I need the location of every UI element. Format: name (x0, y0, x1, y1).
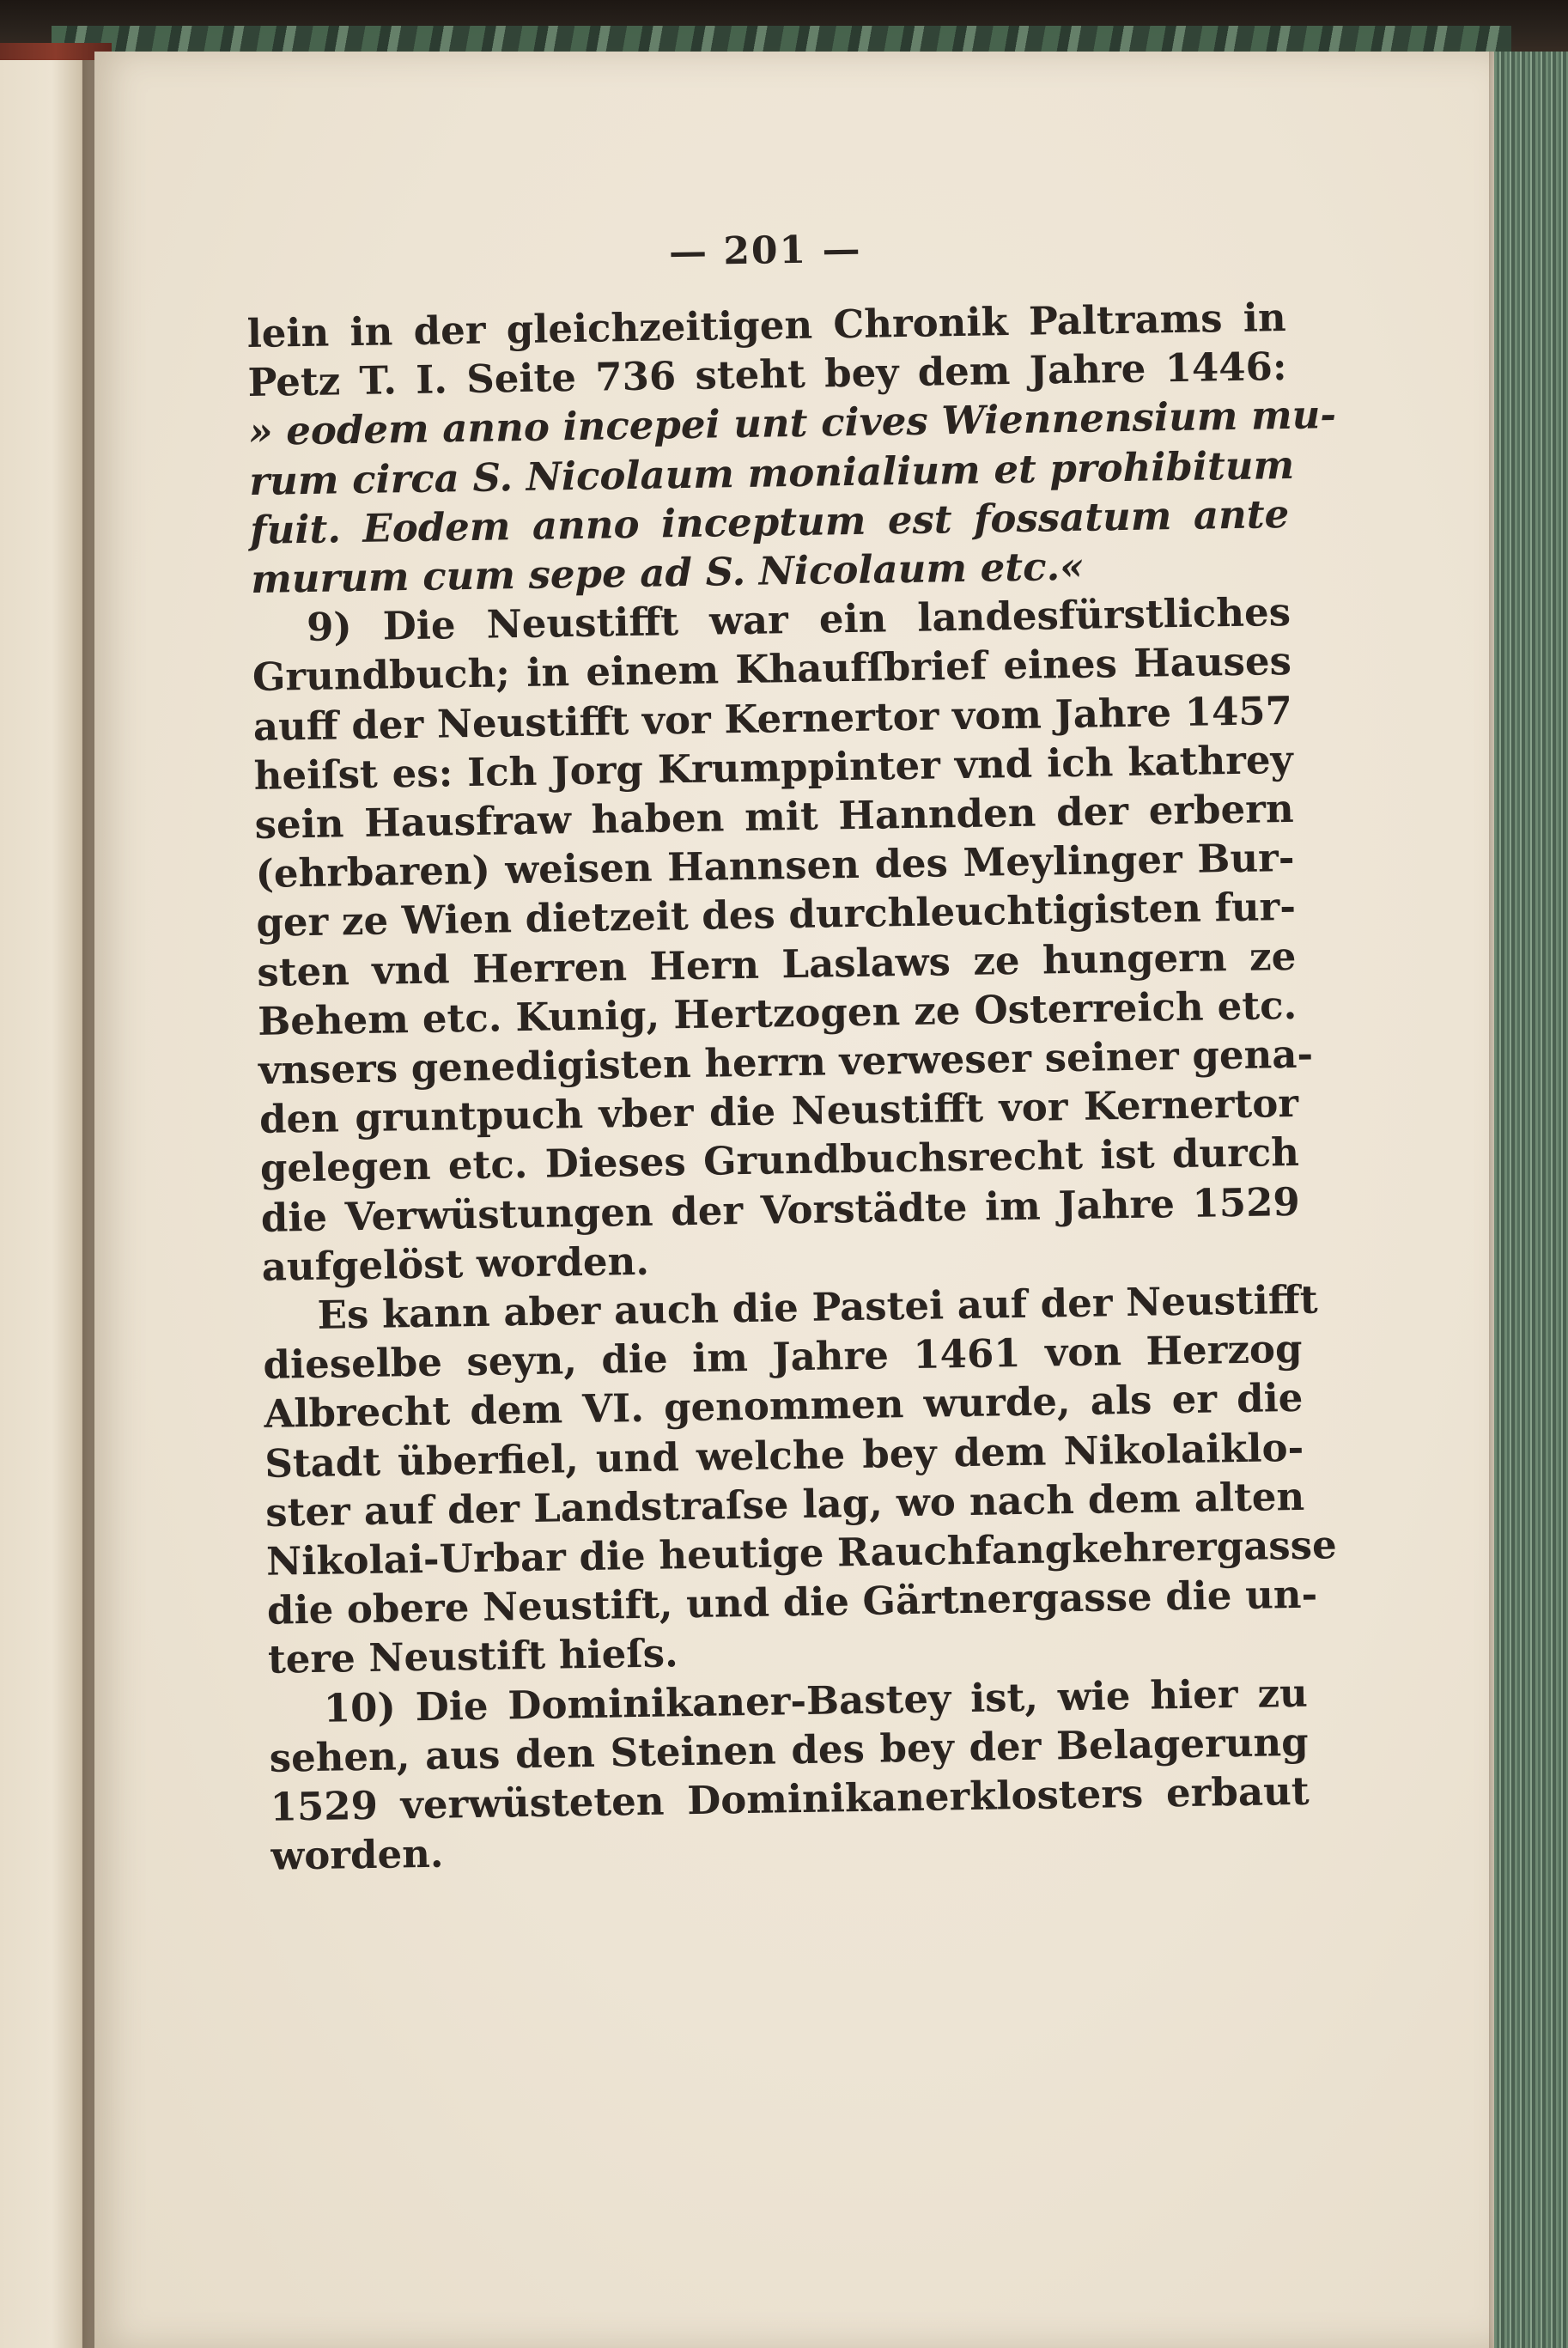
text-line: ster auf der Landstraſse lag, wo nach dem alten (264, 1473, 1305, 1536)
text-line: sehen, aus den Steinen des bey der Belagerung (269, 1718, 1310, 1781)
text-line: tere Neustift hieſs. (267, 1630, 679, 1683)
text-line: fuit. Eodem anno inceptum est fossatum ante (249, 490, 1290, 553)
text-line: Stadt überfiel, und welche bey dem Nikolaiklo- (264, 1424, 1304, 1487)
page-edges-block (1494, 52, 1568, 2348)
text-line: die Verwüstungen der Vorstädte im Jahre 1529 (260, 1178, 1301, 1241)
text-line: (ehrbaren) weisen Hannsen des Meylinger Bur- (255, 835, 1295, 897)
text-line: 9) Die Neustifft war ein landesfürstliches (306, 589, 1291, 651)
text-line: 1529 verwüsteten Dominikanerklosters erbaut (270, 1767, 1310, 1830)
text-line: dieselbe seyn, die im Jahre 1461 von Herzog (263, 1326, 1303, 1389)
text-line: lein in der gleichzeitigen Chronik Paltrams in (246, 294, 1286, 356)
text-line: Behem etc. Kunig, Hertzogen ze Osterreich etc. (257, 982, 1298, 1044)
text-line: sten vnd Herren Hern Laslaws ze hungern ze (256, 933, 1297, 995)
text-line: Albrecht dem VI. genommen wurde, als er die (264, 1375, 1304, 1438)
text-line: murum cum sepe ad S. Nicolaum etc.« (250, 543, 1085, 602)
text-line: auff der Neustifft vor Kernertor vom Jahre 1457 (252, 687, 1293, 750)
page-number: — 201 — (668, 227, 862, 275)
facing-page (0, 60, 94, 2348)
page-text-block (246, 224, 1338, 1881)
page-body (246, 293, 1338, 1881)
text-line: den gruntpuch vber die Neustifft vor Kernertor (258, 1080, 1299, 1143)
text-line: rum circa S. Nicolaum monialium et prohibitum (248, 441, 1295, 504)
text-line: worden. (270, 1830, 444, 1880)
text-line: gelegen etc. Dieses Grundbuchsrecht ist durch (259, 1129, 1300, 1192)
text-line: sein Hausfraw haben mit Hannden der erbern (254, 785, 1294, 848)
text-line: Petz T. I. Seite 736 steht bey dem Jahre 1446: (247, 344, 1287, 406)
text-line: Grundbuch; in einem Khaufſbrief eines Hauses (252, 638, 1292, 701)
text-line: die obere Neustift, und die Gärtnergasse die un- (266, 1571, 1318, 1634)
text-line: heiſst es: Ich Jorg Krumppinter vnd ich kathrey (253, 736, 1294, 799)
text-line: ger ze Wien dietzeit des durchleuchtigisten fur- (256, 884, 1297, 946)
text-line: Es kann aber auch die Pastei auf der Neustifft (317, 1276, 1318, 1338)
text-line: 10) Die Dominikaner-Bastey ist, wie hier zu (323, 1670, 1309, 1731)
text-line: » eodem anno incepei unt cives Wiennensium mu- (248, 392, 1337, 455)
text-line: Nikolai-Urbar die heutige Rauchfangkehrergasse (265, 1522, 1338, 1585)
text-line: aufgelöst worden. (261, 1238, 650, 1290)
text-line: vnsers genedigisten herrn verweser seiner gena- (258, 1031, 1314, 1093)
